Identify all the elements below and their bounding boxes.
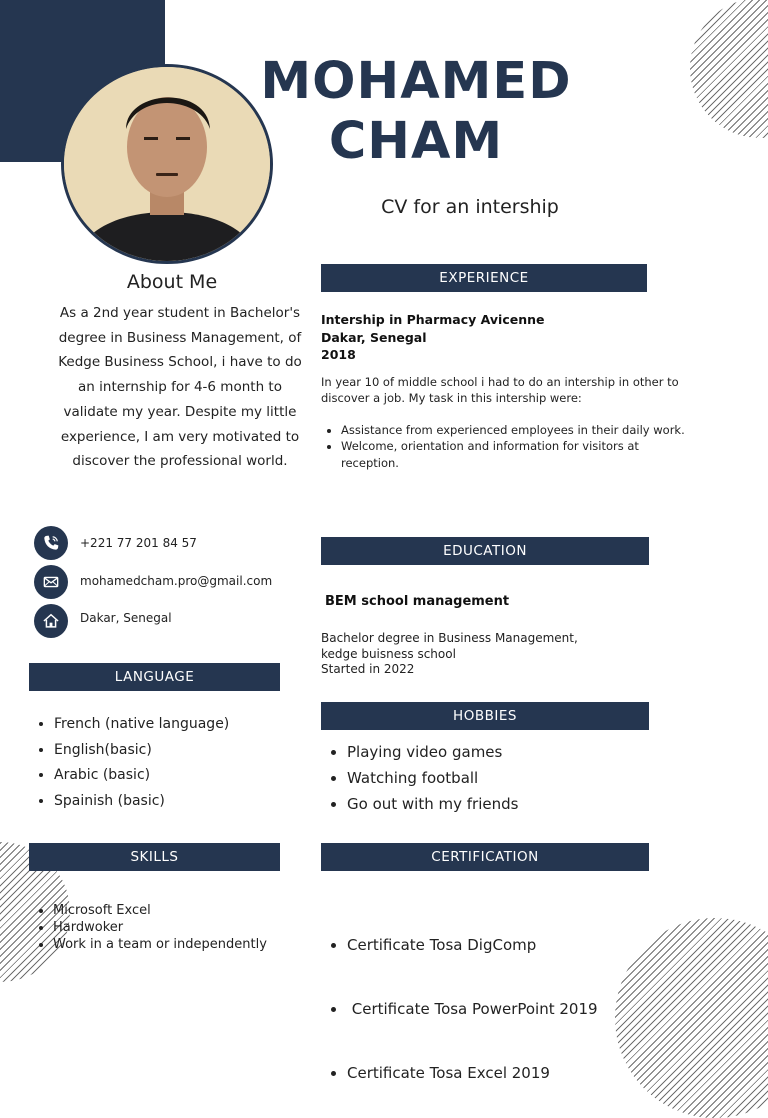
hatched-circle-decoration	[615, 918, 768, 1118]
hobbies-list	[327, 739, 518, 817]
about-text: As a 2nd year student in Bachelor's degree in Business Management, of Kedge Business School, i have to do an internship for 4-6 month to validate my year. Despite my little experience, I am very motivated to discover the professional world.	[58, 305, 302, 470]
skills-list	[33, 902, 267, 953]
list-item: • Playing video games	[347, 739, 518, 765]
about-title: About Me	[126, 271, 218, 293]
list-item: • Certificate Tosa Excel 2019	[347, 1060, 598, 1086]
list-item: • Work in a team or independently	[53, 936, 267, 953]
education-start: Started in 2022	[321, 662, 415, 676]
home-icon	[34, 604, 68, 638]
candidate-name	[256, 52, 576, 172]
language-header: LANGUAGE	[29, 663, 280, 691]
list-item: • Certificate Tosa PowerPoint 2019	[347, 996, 598, 1022]
education-degree: Bachelor degree in Business Management,	[321, 631, 578, 645]
location: Dakar, Senegal	[80, 611, 172, 625]
education-header: EDUCATION	[321, 537, 649, 565]
first-name: MOHAMED	[260, 52, 572, 111]
cv-subtitle: CV for an intership	[381, 196, 559, 218]
education-school: BEM school management	[325, 594, 510, 609]
skills-header: SKILLS	[29, 843, 280, 871]
list-item: • Spainish (basic)	[54, 789, 229, 815]
phone-number: +221 77 201 84 57	[80, 536, 197, 550]
experience-tasks	[321, 422, 686, 472]
list-item: • Certificate Tosa DigComp	[347, 932, 598, 958]
phone-icon	[34, 526, 68, 560]
list-item: • Welcome, orientation and information for visitors at reception.	[341, 438, 686, 471]
last-name: CHAM	[328, 112, 504, 171]
experience-year: 2018	[321, 347, 356, 362]
hatched-circle-decoration	[690, 0, 768, 138]
list-item: • English(basic)	[54, 738, 229, 764]
certification-list	[327, 894, 598, 1105]
list-item: • French (native language)	[54, 712, 229, 738]
experience-description: In year 10 of middle school i had to do an intership in other to discover a job. My task in this intership were:	[321, 374, 679, 405]
education-school-full: kedge buisness school	[321, 646, 456, 661]
hobbies-header: HOBBIES	[321, 702, 649, 730]
list-item: • Watching football	[347, 765, 518, 791]
email-icon	[34, 565, 68, 599]
list-item: • Arabic (basic)	[54, 763, 229, 789]
list-item: • Go out with my friends	[347, 791, 518, 817]
list-item: • Microsoft Excel	[53, 902, 267, 919]
certification-header: CERTIFICATION	[321, 843, 649, 871]
experience-place: Dakar, Senegal	[321, 329, 427, 345]
education-details	[321, 631, 651, 678]
email-address: mohamedcham.pro@gmail.com	[80, 574, 273, 588]
list-item: • Assistance from experienced employees in their daily work.	[341, 422, 686, 439]
experience-entry	[321, 311, 691, 471]
experience-position: Intership in Pharmacy Avicenne	[321, 312, 545, 327]
list-item: • Hardwoker	[53, 919, 267, 936]
profile-photo	[61, 64, 273, 264]
language-list	[34, 712, 229, 815]
experience-header: EXPERIENCE	[321, 264, 647, 292]
